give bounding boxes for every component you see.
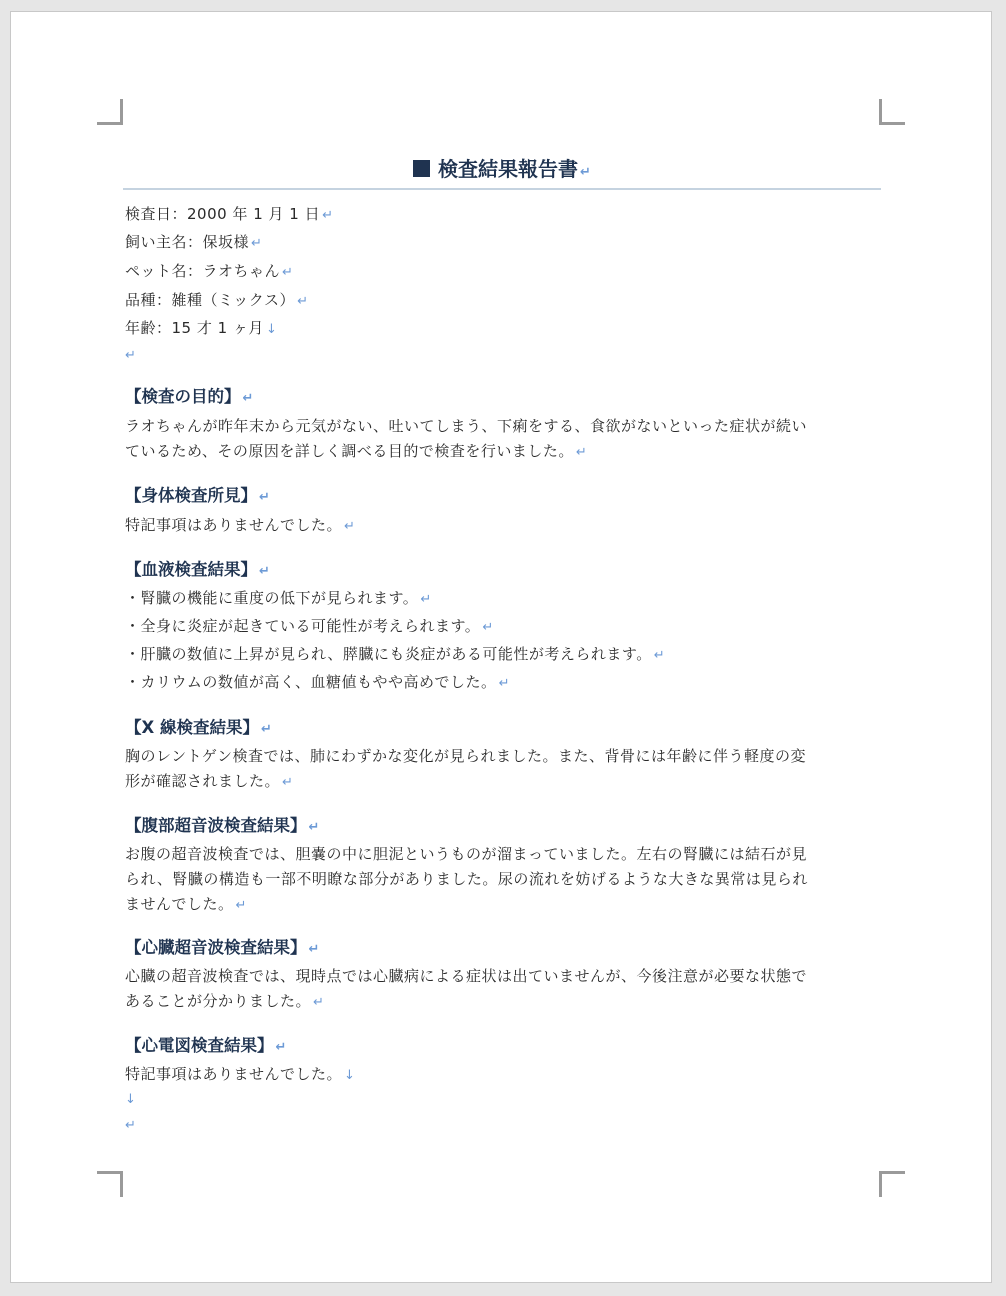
title-underline <box>123 188 881 190</box>
purpose-text-line-2[interactable]: ているため、その原因を詳しく調べる目的で検査を行いました。 ↵ <box>125 442 588 460</box>
paragraph-mark-icon: ↵ <box>498 676 510 691</box>
paragraph-mark-icon: ↵ <box>344 519 356 534</box>
square-bullet-icon <box>413 160 430 177</box>
info-pet-name[interactable]: ペット名：ラオちゃん ↵ <box>125 262 294 280</box>
paragraph-mark-icon: ↵ <box>420 592 432 607</box>
info-owner[interactable]: 飼い主名：保坂様 ↵ <box>125 233 263 251</box>
paragraph-mark-icon: ↵ <box>653 648 666 663</box>
blood-item[interactable]: ・カリウムの数値が高く、血糖値もやや高めでした。 ↵ <box>125 673 510 691</box>
paragraph-mark-icon: ↵ <box>282 265 294 280</box>
paragraph-mark-icon: ↵ <box>322 208 334 223</box>
blood-item[interactable]: ・全身に炎症が起きている可能性が考えられます。 ↵ <box>125 617 494 635</box>
xray-text-line-2[interactable]: 形が確認されました。 ↵ <box>125 772 294 790</box>
margin-corner-top-left <box>97 99 123 125</box>
physical-exam-text[interactable]: 特記事項はありませんでした。 ↵ <box>125 516 356 534</box>
paragraph-mark-icon: ↵ <box>297 294 309 309</box>
line-break-icon: ↓ <box>265 322 278 337</box>
purpose-text-line-1[interactable]: ラオちゃんが昨年末から元気がない、吐いてしまう、下痢をする、食欲がないといった症状が続い <box>125 417 808 435</box>
heading-cardiac-ultrasound[interactable]: 【心臓超音波検査結果】 ↵ <box>125 938 320 957</box>
paragraph-mark-icon: ↵ <box>125 1118 137 1133</box>
margin-corner-bottom-left <box>97 1171 123 1197</box>
heading-purpose[interactable]: 【検査の目的】 ↵ <box>125 387 254 406</box>
blood-item[interactable]: ・腎臓の機能に重度の低下が見られます。 ↵ <box>125 589 432 607</box>
heading-ecg[interactable]: 【心電図検査結果】 ↵ <box>125 1036 287 1055</box>
line-break-icon: ↓ <box>344 1068 356 1083</box>
xray-text-line-1[interactable]: 胸のレントゲン検査では、肺にわずかな変化が見られました。また、背骨には年齢に伴う軽度の変 <box>125 747 807 765</box>
paragraph-mark-icon: ↵ <box>125 348 137 363</box>
blood-item[interactable]: ・肝臓の数値に上昇が見られ、膵臓にも炎症がある可能性が考えられます。 ↵ <box>125 645 666 663</box>
paragraph-mark-icon: ↵ <box>575 445 588 460</box>
empty-paragraph[interactable] <box>125 342 885 368</box>
cardiac-text-line-2[interactable]: あることが分かりました。 ↵ <box>125 992 325 1010</box>
paragraph-mark-icon: ↵ <box>308 820 320 835</box>
heading-xray[interactable]: 【X 線検査結果】 ↵ <box>125 718 272 737</box>
paragraph-mark-icon: ↵ <box>259 490 270 505</box>
heading-physical-exam[interactable]: 【身体検査所見】 ↵ <box>125 486 270 505</box>
paragraph-mark-icon: ↵ <box>242 391 254 406</box>
heading-abdominal-ultrasound[interactable]: 【腹部超音波検査結果】 ↵ <box>125 816 320 835</box>
paragraph-mark-icon: ↵ <box>313 995 325 1010</box>
document-page <box>10 11 992 1283</box>
paragraph-mark-icon: ↵ <box>482 620 494 635</box>
paragraph-mark-icon: ↵ <box>275 1040 287 1055</box>
info-breed[interactable]: 品種：雑種（ミックス） ↵ <box>125 291 309 309</box>
document-title[interactable] <box>123 154 881 188</box>
document-title-text: 検査結果報告書 <box>438 157 579 181</box>
line-break-icon: ↓ <box>125 1092 137 1107</box>
ecg-text[interactable]: 特記事項はありませんでした。 ↓ <box>125 1065 356 1083</box>
heading-blood-test[interactable]: 【血液検査結果】 ↵ <box>125 560 270 579</box>
paragraph-mark-icon: ↵ <box>308 942 320 957</box>
info-date[interactable]: 検査日：2000 年 1 月 1 日 ↵ <box>125 205 334 223</box>
empty-line[interactable] <box>125 1086 885 1112</box>
info-age[interactable]: 年齢：15 才 1 ヶ月 ↓ <box>125 319 278 337</box>
margin-corner-top-right <box>879 99 905 125</box>
paragraph-mark-icon: ↵ <box>259 564 270 579</box>
abdominal-text-line-3[interactable]: ませんでした。 ↵ <box>125 895 247 913</box>
paragraph-mark-icon: ↵ <box>235 898 247 913</box>
paragraph-mark-icon: ↵ <box>260 722 272 737</box>
paragraph-mark-icon: ↵ <box>580 165 591 180</box>
paragraph-mark-icon: ↵ <box>251 236 263 251</box>
empty-paragraph[interactable] <box>125 1112 885 1138</box>
cardiac-text-line-1[interactable]: 心臓の超音波検査では、現時点では心臓病による症状は出ていませんが、今後注意が必要な状態で <box>125 967 808 985</box>
abdominal-text-line-2[interactable]: られ、腎臓の構造も一部不明瞭な部分がありました。尿の流れを妨げるような大きな異常は見られ <box>125 870 808 888</box>
abdominal-text-line-1[interactable]: お腹の超音波検査では、胆嚢の中に胆泥というものが溜まっていました。左右の腎臓には結石が見 <box>125 845 808 863</box>
paragraph-mark-icon: ↵ <box>282 775 294 790</box>
margin-corner-bottom-right <box>879 1171 905 1197</box>
